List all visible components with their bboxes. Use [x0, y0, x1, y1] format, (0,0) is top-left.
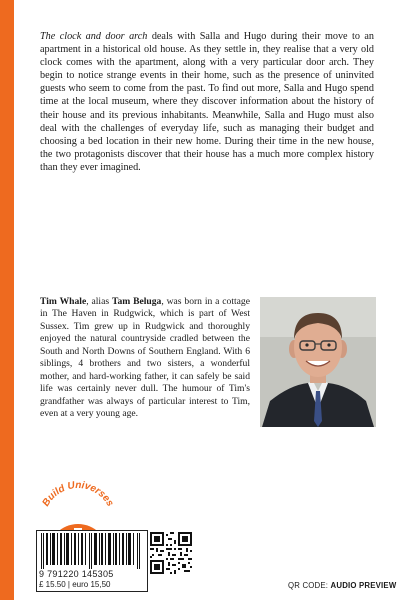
qr-label-prefix: QR CODE:: [288, 581, 331, 590]
author-bio: [40, 296, 250, 421]
author-name: Tim Whale: [40, 296, 87, 307]
logo-text: Build Universes: [40, 479, 116, 509]
author-photo: [260, 297, 376, 427]
bio-text: , was born in a cottage in The Haven in Rudgwick, which is part of West Sussex. Tim grew up in Rudgwick and thoroughly enjoyed the natural countryside cradled between the South and North Downs of Southern England. With 6 siblings, 4 brothers and two sisters, a wonderful mother, and hard-working father, it can safely be said life was certainly never dull. The humour of Tim's grandfather was always of particular interest to Tim, even at a very young age.: [40, 296, 250, 420]
author-alias: Tam Beluga: [111, 296, 162, 307]
alias-prefix: , alias: [86, 296, 112, 307]
author-photo-image: [260, 297, 376, 427]
svg-text:Build Universes: [41, 480, 116, 509]
book-blurb: [40, 30, 374, 174]
blurb-text: deals with Salla and Hugo during their move to an apartment in a historical old house. As they settle in, they realise that a very old clock comes with the apartment, along with a very particular door arch. They begin to notice strange events in their home, such as the presence of uninvited guests who seem to come from the past. To find out more, Salla and Hugo spend time at the local museum, where they discover information about the history of their house and its previous inhabitants. Meanwhile, Salla and Hugo must also deal with the challenges of everyday life, such as managing their budget and choosing a bed location in their new home. During their time in the new house, the two protagonists discover that their house has a much more complex history than they ever imagined.: [40, 31, 375, 173]
qr-label-audio-preview: AUDIO PREVIEW: [330, 581, 397, 590]
isbn-barcode: [39, 533, 143, 569]
qr-code[interactable]: [150, 532, 192, 574]
qr-code-label: [288, 581, 396, 590]
barcode-label: [36, 530, 148, 592]
isbn-number: 9 791220 145305: [39, 569, 114, 579]
book-title: The clock and door arch: [40, 31, 148, 42]
price-text: £ 15.50 | euro 15,50: [39, 580, 111, 589]
orange-spine-bar: [0, 0, 14, 600]
